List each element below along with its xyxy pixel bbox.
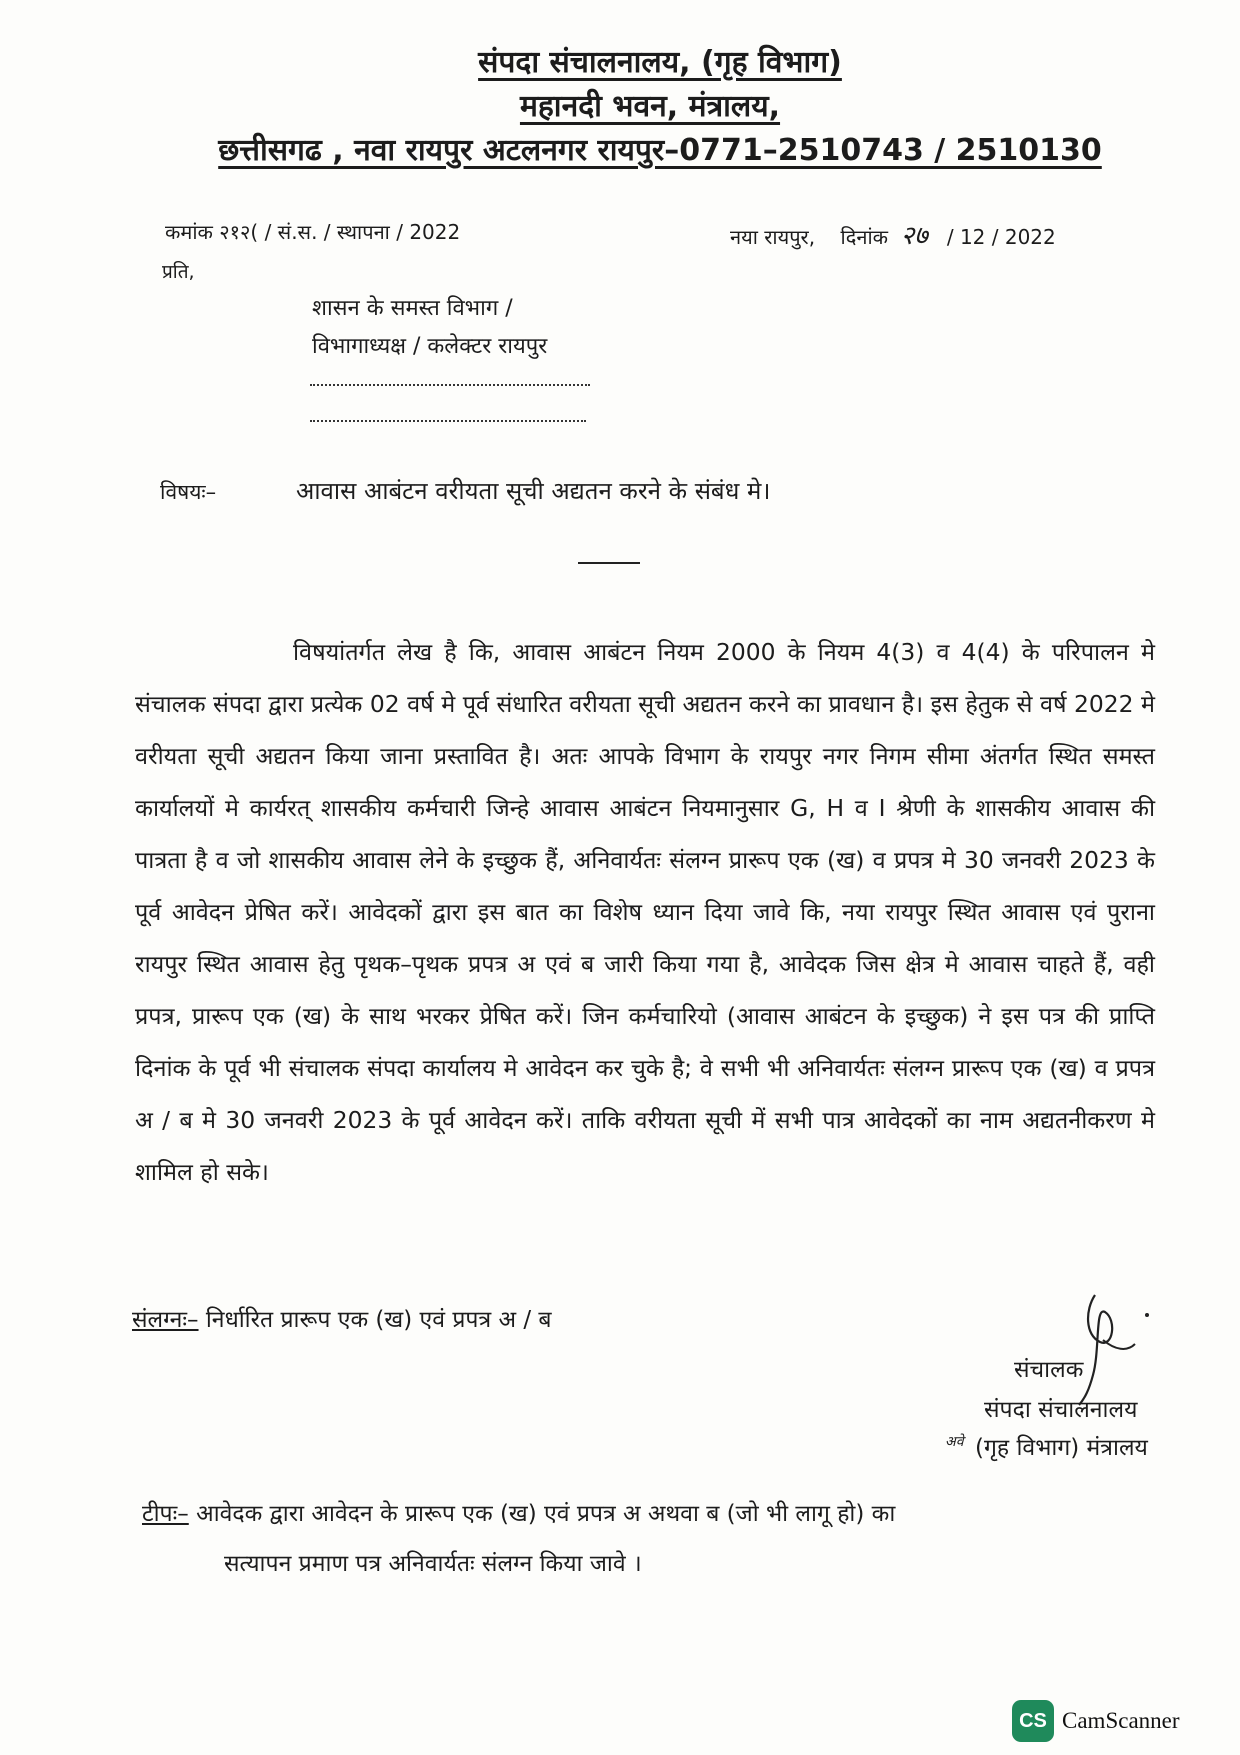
- camscanner-text: CamScanner: [1062, 1708, 1180, 1733]
- date-place: नया रायपुर,: [730, 225, 816, 249]
- date-label: दिनांक: [840, 225, 888, 249]
- blank-dotted-line: [310, 384, 590, 386]
- enclosure-text: निर्धारित प्रारूप एक (ख) एवं प्रपत्र अ / ब: [198, 1307, 552, 1333]
- handwritten-signature: [1055, 1280, 1155, 1410]
- date-line: [730, 216, 1056, 252]
- camscanner-logo-icon: CS: [1012, 1700, 1054, 1742]
- to-label: प्रति,: [162, 261, 195, 283]
- date-month-year: / 12 / 2022: [946, 225, 1056, 249]
- reference-number: कमांक २१२( / सं.स. / स्थापना / 2022: [165, 220, 461, 244]
- letterhead-address-phone: छत्तीसगढ , नवा रायपुर अटलनगर रायपुर–0771–2510743 / 2510130: [218, 133, 1102, 168]
- letter-body-paragraph: विषयांतर्गत लेख है कि, आवास आबंटन नियम 2000 के नियम 4(3) व 4(4) के परिपालन मे संचालक संपदा द्वारा प्रत्येक 02 वर्ष मे पूर्व संधारित वरीयता सूची अद्यतन करने का प्रावधान है। इस हेतुक से वर्ष 2022 मे वरीयता सूची अद्यतन किया जाना प्रस्तावित है। अतः आपके विभाग के रायपुर नगर निगम सीमा अंतर्गत स्थित समस्त कार्यालयों मे कार्यरत् शासकीय कर्मचारी जिन्हे आवास आबंटन नियमानुसार G, H व I श्रेणी के शासकीय आवास की पात्रता है व जो शासकीय आवास लेने के इच्छुक हैं, अनिवार्यतः संलग्न प्रारूप एक (ख) व प्रपत्र मे 30 जनवरी 2023 के पूर्व आवेदन प्रेषित करें। आवेदकों द्वारा इस बात का विशेष ध्यान दिया जावे कि, नया रायपुर स्थित आवास एवं पुराना रायपुर स्थित आवास हेतु पृथक–पृथक प्रपत्र अ एवं ब जारी किया गया है, आवेदक जिस क्षेत्र मे आवास चाहते हैं, वही प्रपत्र, प्रारूप एक (ख) के साथ भरकर प्रेषित करें। जिन कर्मचारियो (आवास आबंटन के इच्छुक) ने इस पत्र की प्राप्ति दिनांक के पूर्व भी संचालक संपदा कार्यालय मे आवेदन कर चुके है; वे सभी भी अनिवार्यतः संलग्न प्रारूप एक (ख) व प्रपत्र अ / ब मे 30 जनवरी 2023 के पूर्व आवेदन करें। ताकि वरीयता सूची में सभी पात्र आवेदकों का नाम अद्यतनीकरण मे शामिल हो सके।: [135, 638, 1155, 1186]
- letterhead-line-2-row: [30, 84, 1240, 125]
- blank-dotted-line: [310, 420, 586, 422]
- letterhead-office-name: संपदा संचालनालय, (गृह विभाग): [478, 45, 842, 80]
- recipient-line-1: शासन के समस्त विभाग /: [312, 296, 513, 321]
- subject-text: आवास आबंटन वरीयता सूची अद्यतन करने के संबंध मे।: [296, 477, 771, 505]
- separator-rule: [578, 562, 640, 564]
- note-text-1: आवेदक द्वारा आवेदन के प्रारूप एक (ख) एवं प्रपत्र अ अथवा ब (जो भी लागू हो) का: [188, 1501, 896, 1527]
- note-line-2: सत्यापन प्रमाण पत्र अनिवार्यतः संलग्न किया जावे ।: [224, 1551, 642, 1577]
- enclosure-line: [132, 1302, 552, 1334]
- letterhead-building: महानदी भवन, मंत्रालय,: [519, 89, 781, 124]
- note-label: टीपः–: [142, 1501, 189, 1527]
- signatory-department: (गृह विभाग) मंत्रालय: [975, 1435, 1148, 1461]
- signatory-office: संपदा संचालनालय: [984, 1397, 1138, 1423]
- date-day-handwritten: २७: [900, 221, 928, 251]
- signatory-designation: संचालक: [1014, 1357, 1084, 1383]
- note-line-1: [142, 1496, 895, 1528]
- letterhead-line-1-row: [40, 40, 1240, 81]
- enclosure-label: संलग्नः–: [132, 1307, 199, 1333]
- letterhead-line-3-row: [40, 128, 1240, 169]
- signatory-initials: अवे: [945, 1434, 964, 1450]
- recipient-line-2: विभागाध्यक्ष / कलेक्टर रायपुर: [312, 334, 548, 359]
- subject-label: विषयः–: [160, 480, 217, 504]
- camscanner-watermark: [1012, 1700, 1180, 1742]
